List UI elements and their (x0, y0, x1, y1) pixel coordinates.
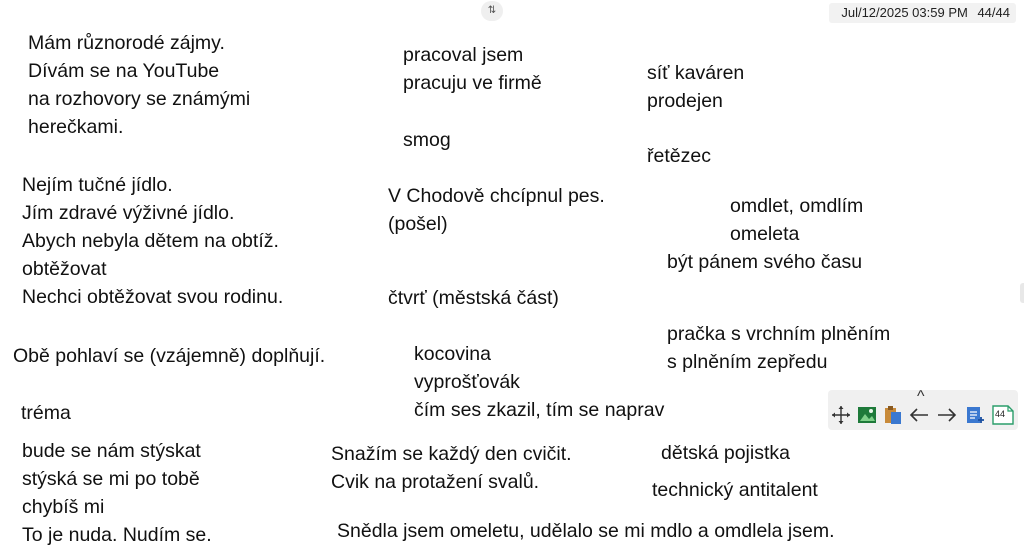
note-pojistka (661, 439, 790, 467)
note-line: prodejen (647, 90, 723, 112)
note-line: Dívám se na YouTube (28, 60, 220, 82)
note-line: pracoval jsem (403, 44, 524, 66)
note-pracoval (403, 41, 542, 97)
image-icon[interactable] (856, 404, 878, 426)
clipboard-icon[interactable] (882, 404, 904, 426)
note-line: řetězec (647, 145, 711, 167)
note-antitalent (652, 476, 818, 504)
side-drawer-handle[interactable] (1020, 283, 1024, 303)
note-line: (pošel) (388, 213, 448, 235)
note-line: Obě pohlaví se (vzájemně) doplňují. (13, 345, 326, 367)
note-line: síť kaváren (647, 62, 745, 84)
note-line: Jím zdravé výživné jídlo. (22, 202, 235, 224)
note-line: čtvrť (městská část) (388, 287, 559, 309)
note-jidlo (22, 171, 283, 311)
note-cvicit (331, 440, 572, 496)
note-kocovina (414, 340, 664, 424)
note-line: na rozhovory se známými (28, 88, 251, 110)
note-zajmy (28, 29, 250, 141)
note-line: Cvik na protažení svalů. (331, 471, 540, 493)
note-line: být pánem svého času (667, 251, 863, 273)
note-line: dětská pojistka (661, 442, 790, 464)
note-pracka (667, 320, 890, 376)
note-ctvrt (388, 284, 559, 312)
note-line: čím ses zkazil, tím se naprav (414, 399, 665, 421)
note-line: Mám různorodé zájmy. (28, 32, 225, 54)
note-line: V Chodově chcípnul pes. (388, 185, 605, 207)
forward-arrow-icon[interactable] (936, 404, 958, 426)
note-line: technický antitalent (652, 479, 818, 501)
note-line: Abych nebyla dětem na obtíž. (22, 230, 279, 252)
note-line: tréma (21, 402, 71, 424)
note-line: omeleta (730, 223, 800, 245)
page-count-icon[interactable] (991, 404, 1015, 426)
note-retezec (647, 142, 711, 170)
note-line: Snědla jsem omeletu, udělalo se mi mdlo a omdlela jsem. (337, 520, 835, 542)
note-trema (21, 399, 71, 427)
note-line: chybíš mi (22, 496, 105, 518)
note-line: vyprošťovák (414, 371, 520, 393)
top-handle[interactable]: ⇅ (481, 1, 503, 21)
note-line: herečkami. (28, 116, 124, 138)
add-page-icon[interactable] (964, 404, 986, 426)
note-line: Snažím se každý den cvičit. (331, 443, 572, 465)
note-pohlavi (13, 342, 325, 370)
back-arrow-icon[interactable] (908, 404, 930, 426)
move-icon[interactable] (830, 404, 852, 426)
note-line: smog (403, 129, 451, 151)
status-bar (829, 3, 1016, 23)
note-line: pracuju ve firmě (403, 72, 542, 94)
datetime-label: Jul/12/2025 03:59 PM (841, 5, 968, 20)
note-line: pračka s vrchním plněním (667, 323, 891, 345)
note-line: bude se nám stýskat (22, 440, 201, 462)
floating-toolbar (828, 390, 1018, 430)
note-line: omdlet, omdlím (730, 195, 864, 217)
note-line: To je nuda. Nudím se. (22, 524, 212, 546)
note-panem (667, 248, 862, 276)
note-line: kocovina (414, 343, 491, 365)
note-chodov (388, 182, 605, 238)
note-line: s plněním zepředu (667, 351, 828, 373)
page-badge: 44 (995, 409, 1006, 419)
note-line: Nechci obtěžovat svou rodinu. (22, 286, 284, 308)
note-omeleta (337, 517, 835, 545)
page-counter: 44/44 (977, 5, 1010, 20)
note-line: Nejím tučné jídlo. (22, 174, 173, 196)
note-smog (403, 126, 451, 154)
note-sit (647, 59, 744, 115)
collapse-toolbar-button[interactable]: ^ (917, 388, 925, 405)
note-line: obtěžovat (22, 258, 107, 280)
note-omdlet (730, 192, 863, 248)
note-styskat (22, 437, 212, 549)
note-line: stýská se mi po tobě (22, 468, 200, 490)
